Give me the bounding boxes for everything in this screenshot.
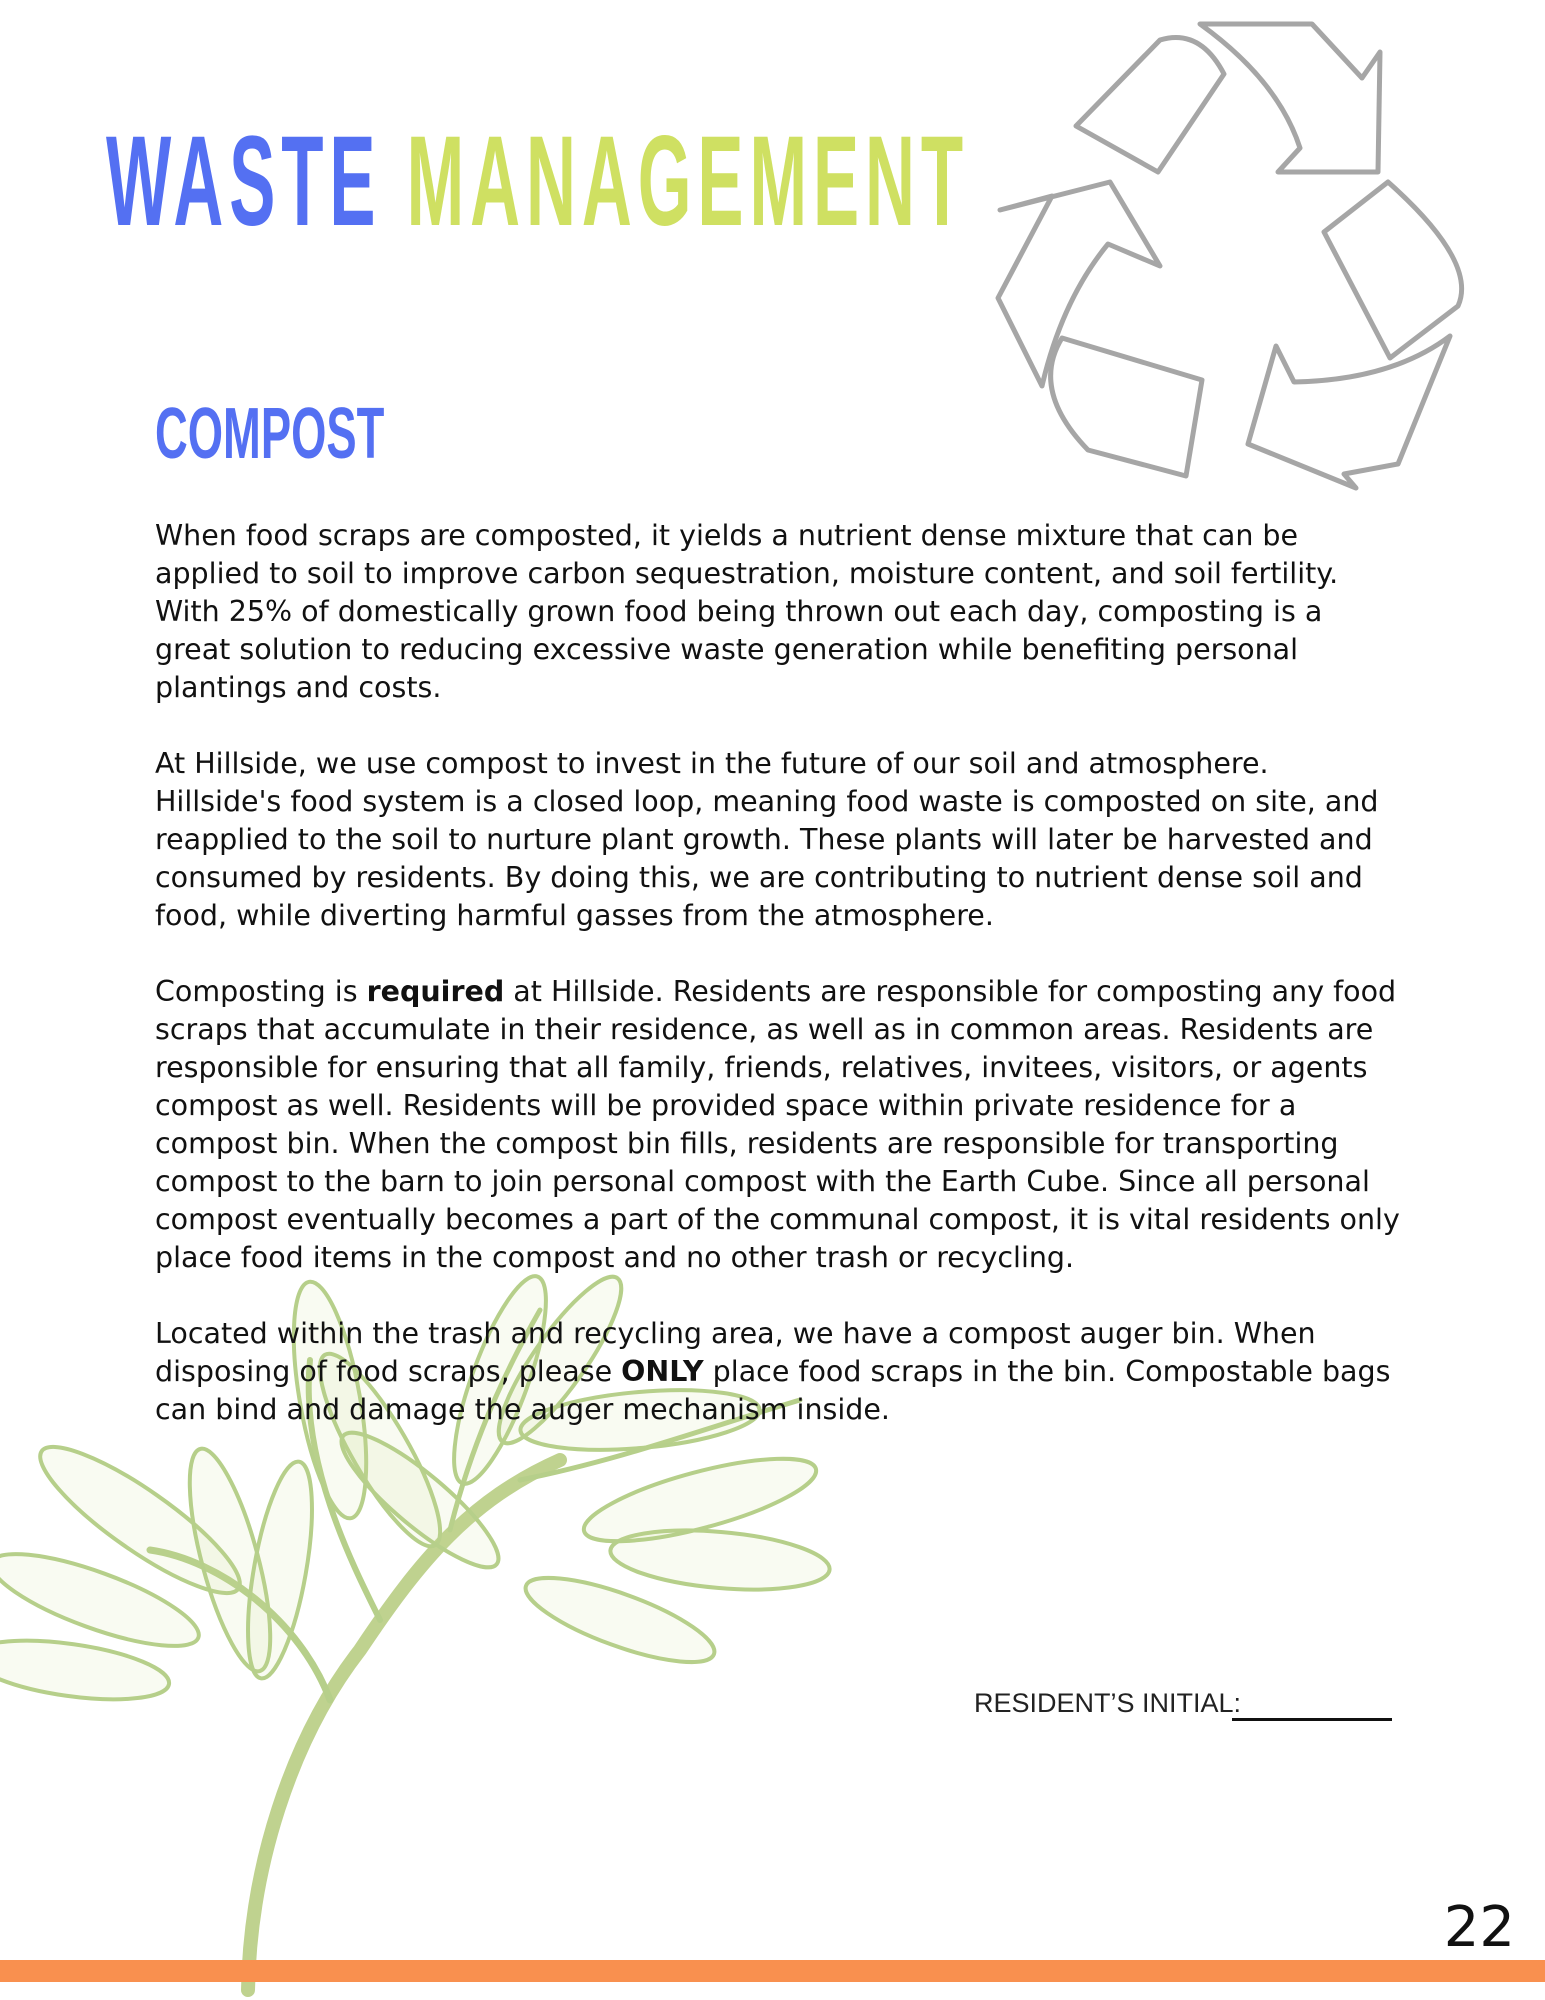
paragraph-3-text-a: Composting is — [155, 975, 367, 1008]
paragraph-3-bold: required — [366, 975, 505, 1008]
paragraph-3 — [155, 973, 1400, 1277]
recycle-icon — [990, 18, 1470, 498]
paragraph-3-text-b: at Hillside. Residents are responsible for composting any food scraps that accumulate in their residence, as well as in common areas. Residents are responsible for ensuring that all family, friends, relatives, invitees, visitors, or agents compost as well. Residents will be provided space within private residence for a compost bin. When the compost bin fills, residents are responsible for transporting compost to the barn to join personal compost with the Earth Cube. Since all personal compost eventually becomes a part of the communal compost, it is vital residents only place food items in the compost and no other trash or recycling. — [155, 975, 1400, 1274]
page-number: 22 — [1443, 1895, 1515, 1960]
paragraph-4-bold: ONLY — [621, 1355, 704, 1388]
paragraph-4-text-b: place food scraps in the bin. Compostable bags can bind and damage the auger mechanism inside. — [155, 1355, 1391, 1426]
section-title: COMPOST — [155, 394, 385, 474]
body-text — [155, 517, 1400, 1467]
paragraph-1: When food scraps are composted, it yields a nutrient dense mixture that can be applied to soil to improve carbon sequestration, moisture content, and soil fertility. With 25% of domestically grown food being thrown out each day, composting is a great solution to reducing excessive waste generation while benefiting personal plantings and costs. — [155, 519, 1339, 704]
paragraph-4-text-a: Located within the trash and recycling area, we have a compost auger bin. When disposing of food scraps, please — [155, 1317, 1316, 1388]
page-title — [106, 110, 970, 253]
title-word-management: MANAGEMENT — [406, 110, 970, 253]
paragraph-2: At Hillside, we use compost to invest in the future of our soil and atmosphere. Hillside's food system is a closed loop, meaning food waste is composted on site, and reapplied to the soil to nurture plant growth. These plants will later be harvested and consumed by residents. By doing this, we are contributing to nutrient dense soil and food, while diverting harmful gasses from the atmosphere. — [155, 747, 1379, 932]
resident-initial-label: RESIDENT’S INITIAL: — [974, 1688, 1242, 1718]
title-word-waste: WASTE — [106, 110, 382, 253]
paragraph-4 — [155, 1315, 1400, 1429]
footer-bar — [0, 1960, 1545, 1982]
resident-initial-line[interactable] — [1232, 1718, 1392, 1721]
